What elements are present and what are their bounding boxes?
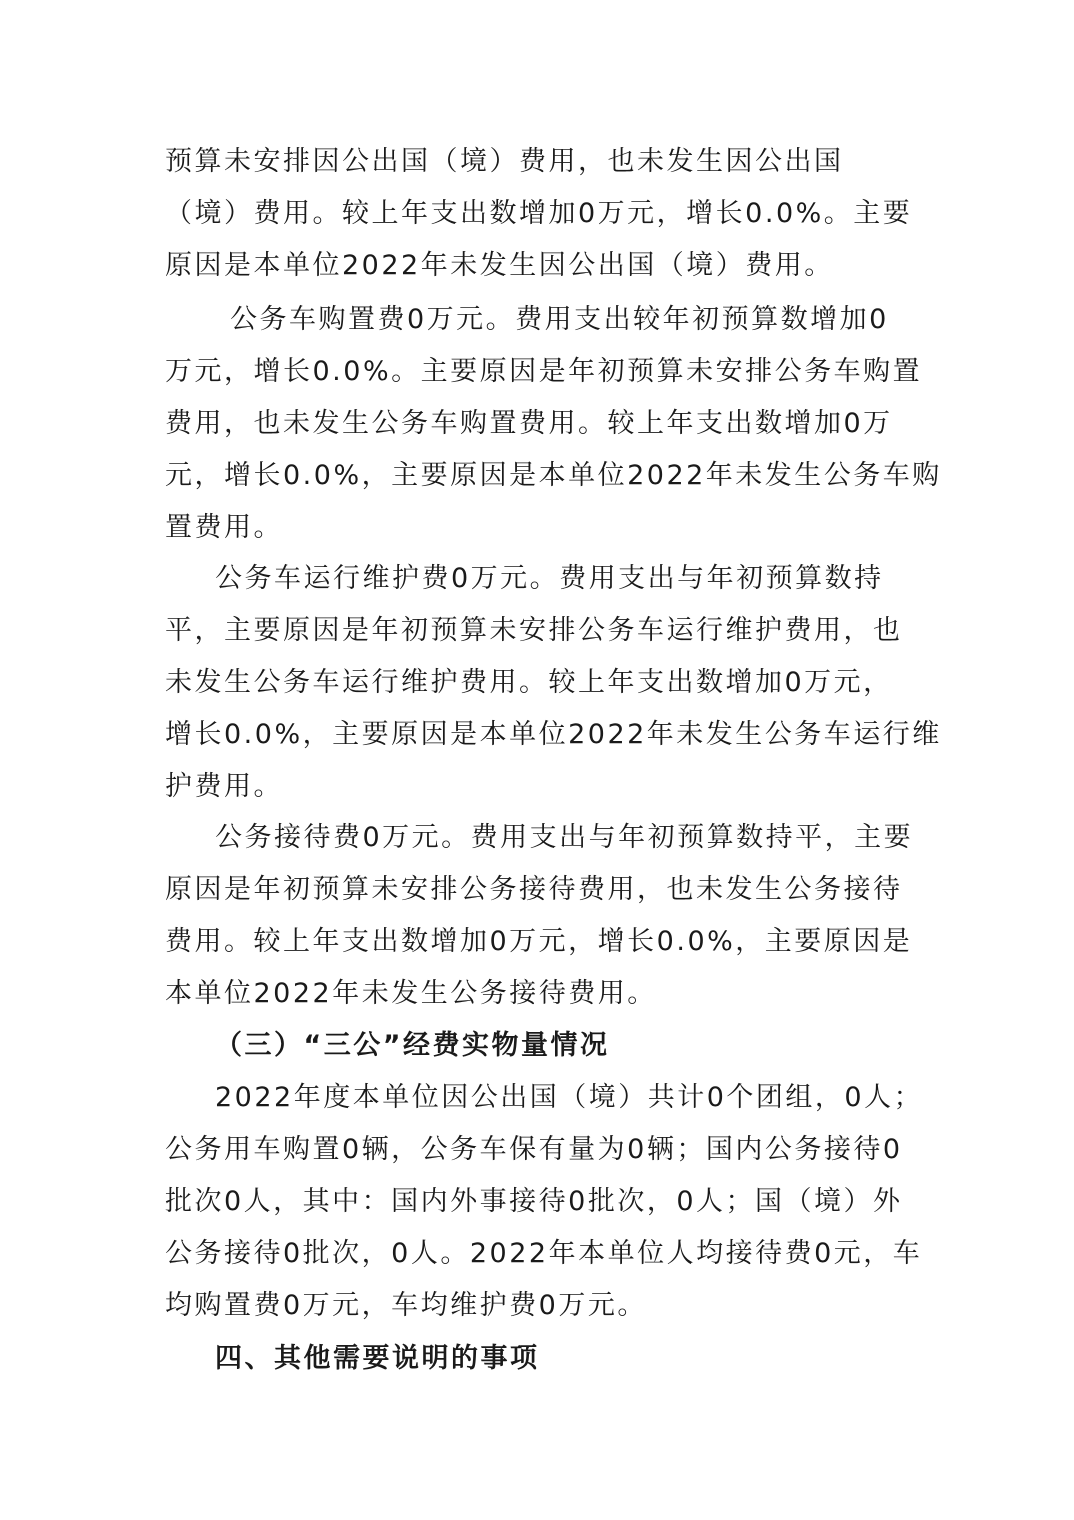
text-line: 万元，增长0.0%。主要原因是年初预算未安排公务车购置 bbox=[165, 356, 923, 387]
text-line: 未发生公务车运行维护费用。较上年支出数增加0万元， bbox=[165, 667, 893, 698]
paragraph-start-reception: 公务接待费0万元。费用支出与年初预算数持平，主要 bbox=[215, 822, 914, 853]
text-line: 均购置费0万元，车均维护费0万元。 bbox=[165, 1290, 647, 1321]
text-line: （境）费用。较上年支出数增加0万元，增长0.0%。主要 bbox=[165, 198, 913, 229]
text-line: 增长0.0%，主要原因是本单位2022年未发生公务车运行维 bbox=[165, 719, 942, 750]
text-line: 原因是本单位2022年未发生因公出国（境）费用。 bbox=[165, 250, 834, 281]
section-heading-physical-quantity: （三）“三公”经费实物量情况 bbox=[215, 1030, 610, 1061]
text-line: 费用。较上年支出数增加0万元，增长0.0%，主要原因是 bbox=[165, 926, 913, 957]
paragraph-start-physical-quantity: 2022年度本单位因公出国（境）共计0个团组，0人； bbox=[215, 1082, 924, 1113]
text-line: 预算未安排因公出国（境）费用，也未发生因公出国 bbox=[165, 146, 844, 177]
text-line: 费用，也未发生公务车购置费用。较上年支出数增加0万 bbox=[165, 408, 893, 439]
paragraph-start-vehicle-maintenance: 公务车运行维护费0万元。费用支出与年初预算数持 bbox=[215, 563, 884, 594]
text-line: 置费用。 bbox=[165, 512, 283, 543]
text-line: 元，增长0.0%，主要原因是本单位2022年未发生公务车购 bbox=[165, 460, 942, 491]
text-line: 原因是年初预算未安排公务接待费用，也未发生公务接待 bbox=[165, 874, 903, 905]
text-line: 本单位2022年未发生公务接待费用。 bbox=[165, 978, 657, 1009]
text-line: 平，主要原因是年初预算未安排公务车运行维护费用，也 bbox=[165, 615, 903, 646]
text-line: 公务用车购置0辆，公务车保有量为0辆；国内公务接待0 bbox=[165, 1134, 903, 1165]
text-line: 公务接待0批次，0人。2022年本单位人均接待费0元，车 bbox=[165, 1238, 923, 1269]
text-line: 护费用。 bbox=[165, 771, 283, 802]
text-line: 批次0人，其中：国内外事接待0批次，0人；国（境）外 bbox=[165, 1186, 903, 1217]
section-heading-other-matters: 四、其他需要说明的事项 bbox=[215, 1343, 540, 1374]
paragraph-start-vehicle-purchase: 公务车购置费0万元。费用支出较年初预算数增加0 bbox=[230, 304, 889, 335]
